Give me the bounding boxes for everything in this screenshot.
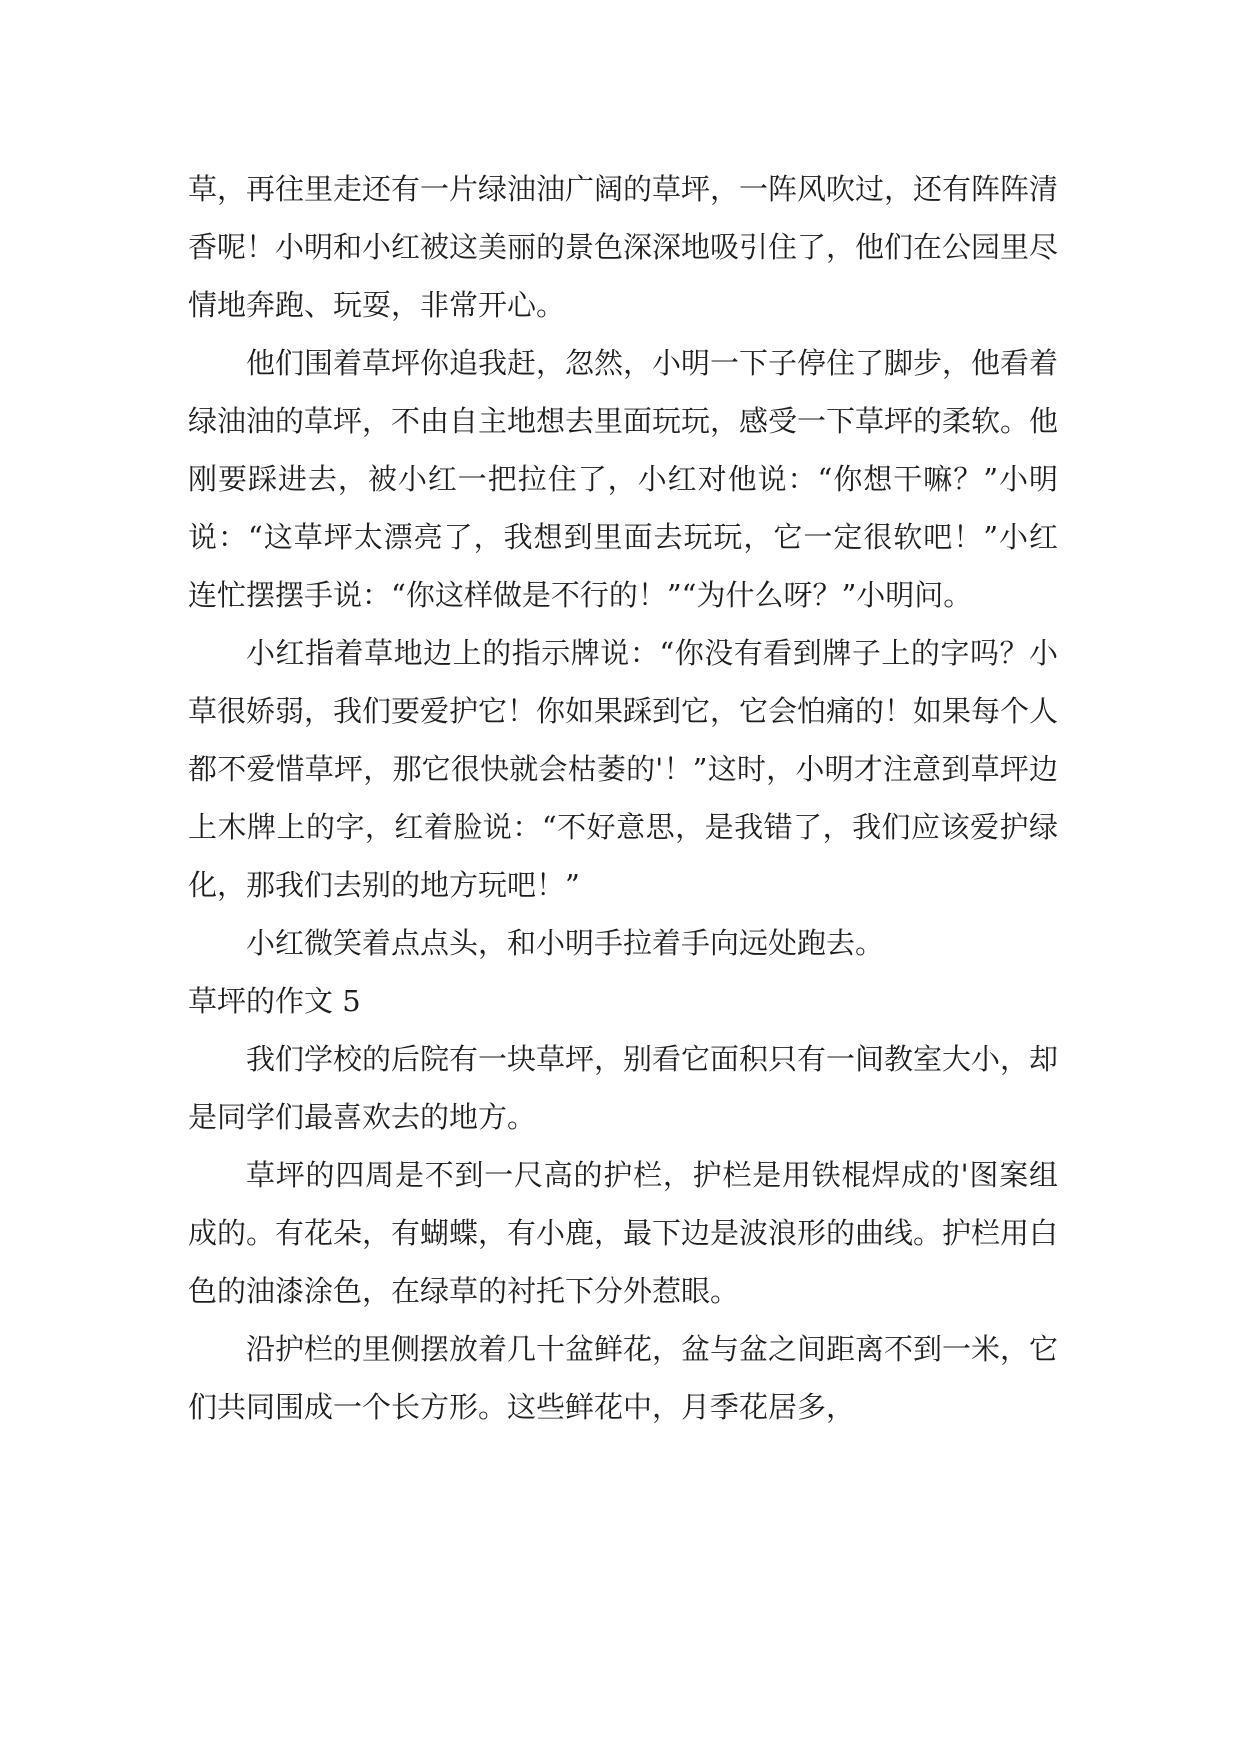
paragraph-7: 沿护栏的里侧摆放着几十盆鲜花，盆与盆之间距离不到一米，它们共同围成一个长方形。这些鲜花中，月季花居多， xyxy=(188,1332,1059,1424)
paragraph-4: 小红微笑着点点头，和小明手拉着手向远处跑去。 xyxy=(246,926,885,960)
paragraph-1: 草，再往里走还有一片绿油油广阔的草坪，一阵风吹过，还有阵阵清香呢！小明和小红被这美丽的景色深深地吸引住了，他们在公园里尽情地奔跑、玩耍，非常开心。 xyxy=(188,172,1059,322)
document-page xyxy=(188,160,1058,1436)
paragraph-5: 我们学校的后院有一块草坪，别看它面积只有一间教室大小，却是同学们最喜欢去的地方。 xyxy=(188,1042,1059,1134)
paragraph-6: 草坪的四周是不到一尺高的护栏，护栏是用铁棍焊成的'图案组成的。有花朵，有蝴蝶，有小鹿，最下边是波浪形的曲线。护栏用白色的油漆涂色，在绿草的衬托下分外惹眼。 xyxy=(188,1158,1059,1308)
section-heading: 草坪的作文 5 xyxy=(188,984,361,1018)
paragraph-2: 他们围着草坪你追我赶，忽然，小明一下子停住了脚步，他看着绿油油的草坪，不由自主地想去里面玩玩，感受一下草坪的柔软。他刚要踩进去，被小红一把拉住了，小红对他说：“你想干嘛？”小明说：“这草坪太漂亮了，我想到里面去玩玩，它一定很软吧！”小红连忙摆摆手说：“你这样做是不行的！”“为什么呀？”小明问。 xyxy=(188,346,1059,612)
paragraph-3: 小红指着草地边上的指示牌说：“你没有看到牌子上的字吗？小草很娇弱，我们要爱护它！你如果踩到它，它会怕痛的！如果每个人都不爱惜草坪，那它很快就会枯萎的'！”这时，小明才注意到草坪边上木牌上的字，红着脸说：“不好意思，是我错了，我们应该爱护绿化，那我们去别的地方玩吧！” xyxy=(188,636,1059,902)
